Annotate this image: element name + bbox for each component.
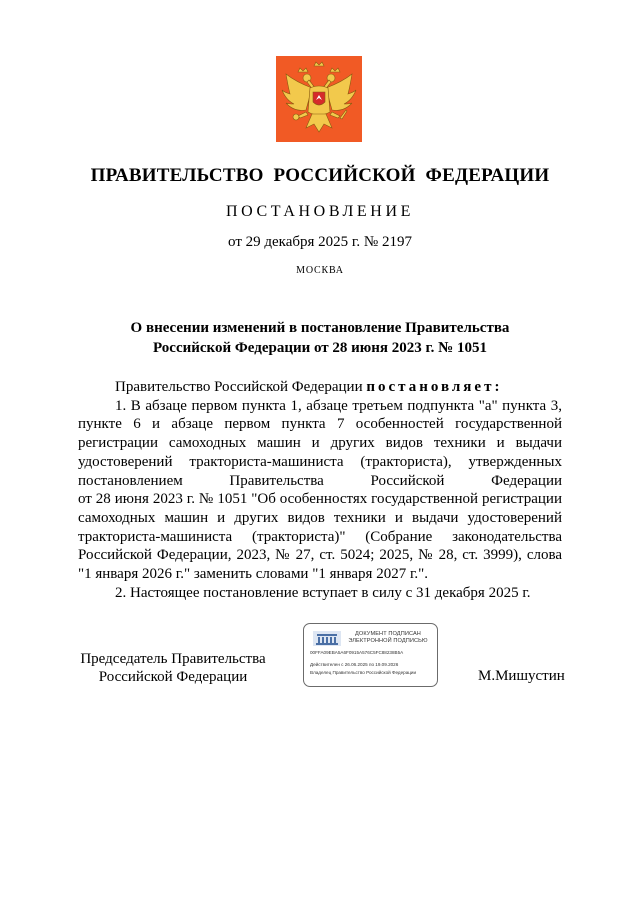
document-city: МОСКВА xyxy=(296,265,344,276)
document-date-number: от 29 декабря 2025 г. № 2197 xyxy=(228,234,412,250)
document-subject xyxy=(0,318,640,358)
preamble-verb: постановляет: xyxy=(366,379,503,395)
paragraph-2: 2. Настоящее постановление вступает в силу с 31 декабря 2025 г. xyxy=(115,584,531,601)
preamble-text: Правительство Российской Федерации xyxy=(115,379,363,395)
stamp-header-line: ДОКУМЕНТ ПОДПИСАН xyxy=(355,631,421,637)
signer-position-line: Председатель Правительства xyxy=(80,651,266,667)
subject-line: Российской Федерации от 28 июня 2023 г. № 1051 xyxy=(153,340,487,356)
stamp-validity: Действителен с 26.06.2025 по 19.09.2026 xyxy=(310,662,399,667)
paragraph-1a: 1. В абзаце первом пункта 1, абзаце третьем подпункта "а" пункта 3, пункте 6 и абзаце первом пункта 7 особенностей государственной регистрации самоходных машин и других видов техники и выдачи удостоверений тракториста-машиниста (тракториста), утвержденных постановлением Правительства Российской Федерации xyxy=(78,397,562,489)
government-name: ПРАВИТЕЛЬСТВО РОССИЙСКОЙ ФЕДЕРАЦИИ xyxy=(90,165,550,186)
subject-line: О внесении изменений в постановление Правительства xyxy=(130,320,510,336)
preamble xyxy=(78,378,562,397)
stamp-owner: Владелец Правительство Российской Федерации xyxy=(310,670,417,675)
signer-position-line: Российской Федерации xyxy=(98,669,248,685)
paragraph-1b: от 28 июня 2023 г. № 1051 "Об особенностях государственной регистрации самоходных машин и других видов техники и выдачи удостоверений тракториста-машиниста (тракториста)" (Собрание законодательства Российской Федерации, 2023, № 27, ст. 5024; 2025, № 28, ст. 3999), слова "1 января 2026 г." заменить словами "1 января 2027 г.". xyxy=(78,491,562,583)
electronic-signature-stamp xyxy=(303,623,438,687)
signer-name: М.Мишустин xyxy=(478,668,565,684)
stamp-serial: 00FFA09EBA5A6F0915A576C5FC88238B5A xyxy=(310,650,404,655)
stamp-header-line: ЭЛЕКТРОННОЙ ПОДПИСЬЮ xyxy=(348,638,428,644)
stamp-header xyxy=(340,631,436,645)
document-type: ПОСТАНОВЛЕНИЕ xyxy=(226,203,414,220)
document-body xyxy=(78,378,562,602)
government-building-icon xyxy=(313,631,341,646)
coat-of-arms-icon xyxy=(276,56,362,142)
signer-position xyxy=(68,650,278,686)
